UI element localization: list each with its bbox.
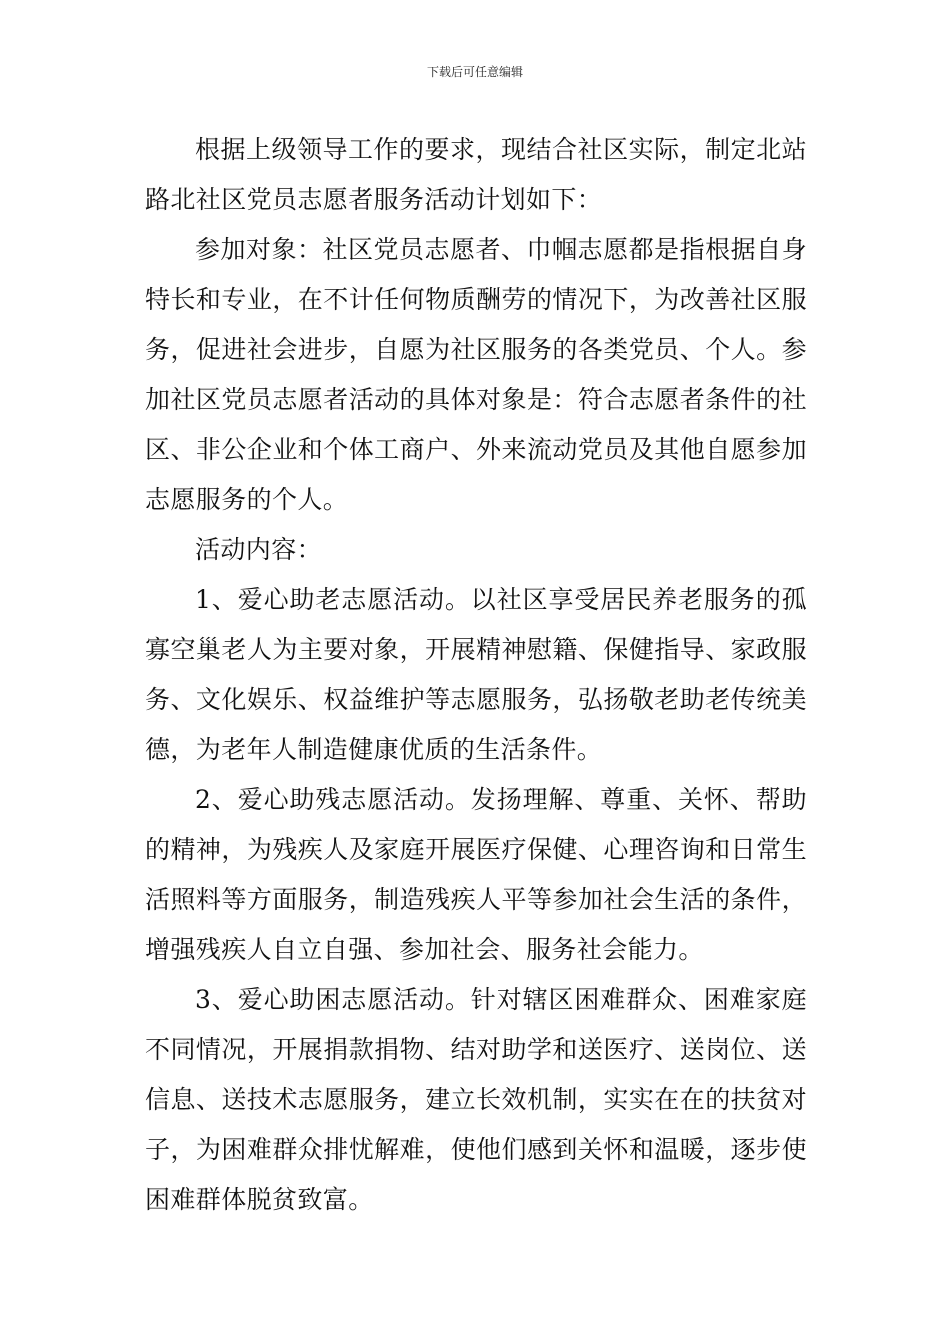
intro-paragraph: 根据上级领导工作的要求，现结合社区实际，制定北站路北社区党员志愿者服务活动计划如下： — [145, 135, 807, 214]
document-body — [145, 125, 807, 1225]
elderly-care-paragraph: 1、爱心助老志愿活动。以社区享受居民养老服务的孤寡空巢老人为主要对象，开展精神慰籍、保健指导、家政服务、文化娱乐、权益维护等志愿服务，弘扬敬老助老传统美德，为老年人制造健康优质的生活条件。 — [145, 585, 807, 764]
activity-content-heading: 活动内容： — [195, 535, 323, 564]
poverty-aid-paragraph: 3、爱心助困志愿活动。针对辖区困难群众、困难家庭不同情况，开展捐款捐物、结对助学和送医疗、送岗位、送信息、送技术志愿服务，建立长效机制，实实在在的扶贫对子，为困难群众排忧解难，使他们感到关怀和温暖，逐步使困难群体脱贫致富。 — [145, 985, 807, 1214]
page-header: 下载后可任意编辑 — [426, 65, 523, 79]
disability-aid-paragraph: 2、爱心助残志愿活动。发扬理解、尊重、关怀、帮助的精神，为残疾人及家庭开展医疗保健、心理咨询和日常生活照料等方面服务，制造残疾人平等参加社会生活的条件，增强残疾人自立自强、参加社会、服务社会能力。 — [145, 785, 807, 964]
participants-paragraph: 参加对象：社区党员志愿者、巾帼志愿都是指根据自身特长和专业，在不计任何物质酬劳的情况下，为改善社区服务，促进社会进步，自愿为社区服务的各类党员、个人。参加社区党员志愿者活动的具体对象是：符合志愿者条件的社区、非公企业和个体工商户、外来流动党员及其他自愿参加志愿服务的个人。 — [145, 235, 807, 514]
